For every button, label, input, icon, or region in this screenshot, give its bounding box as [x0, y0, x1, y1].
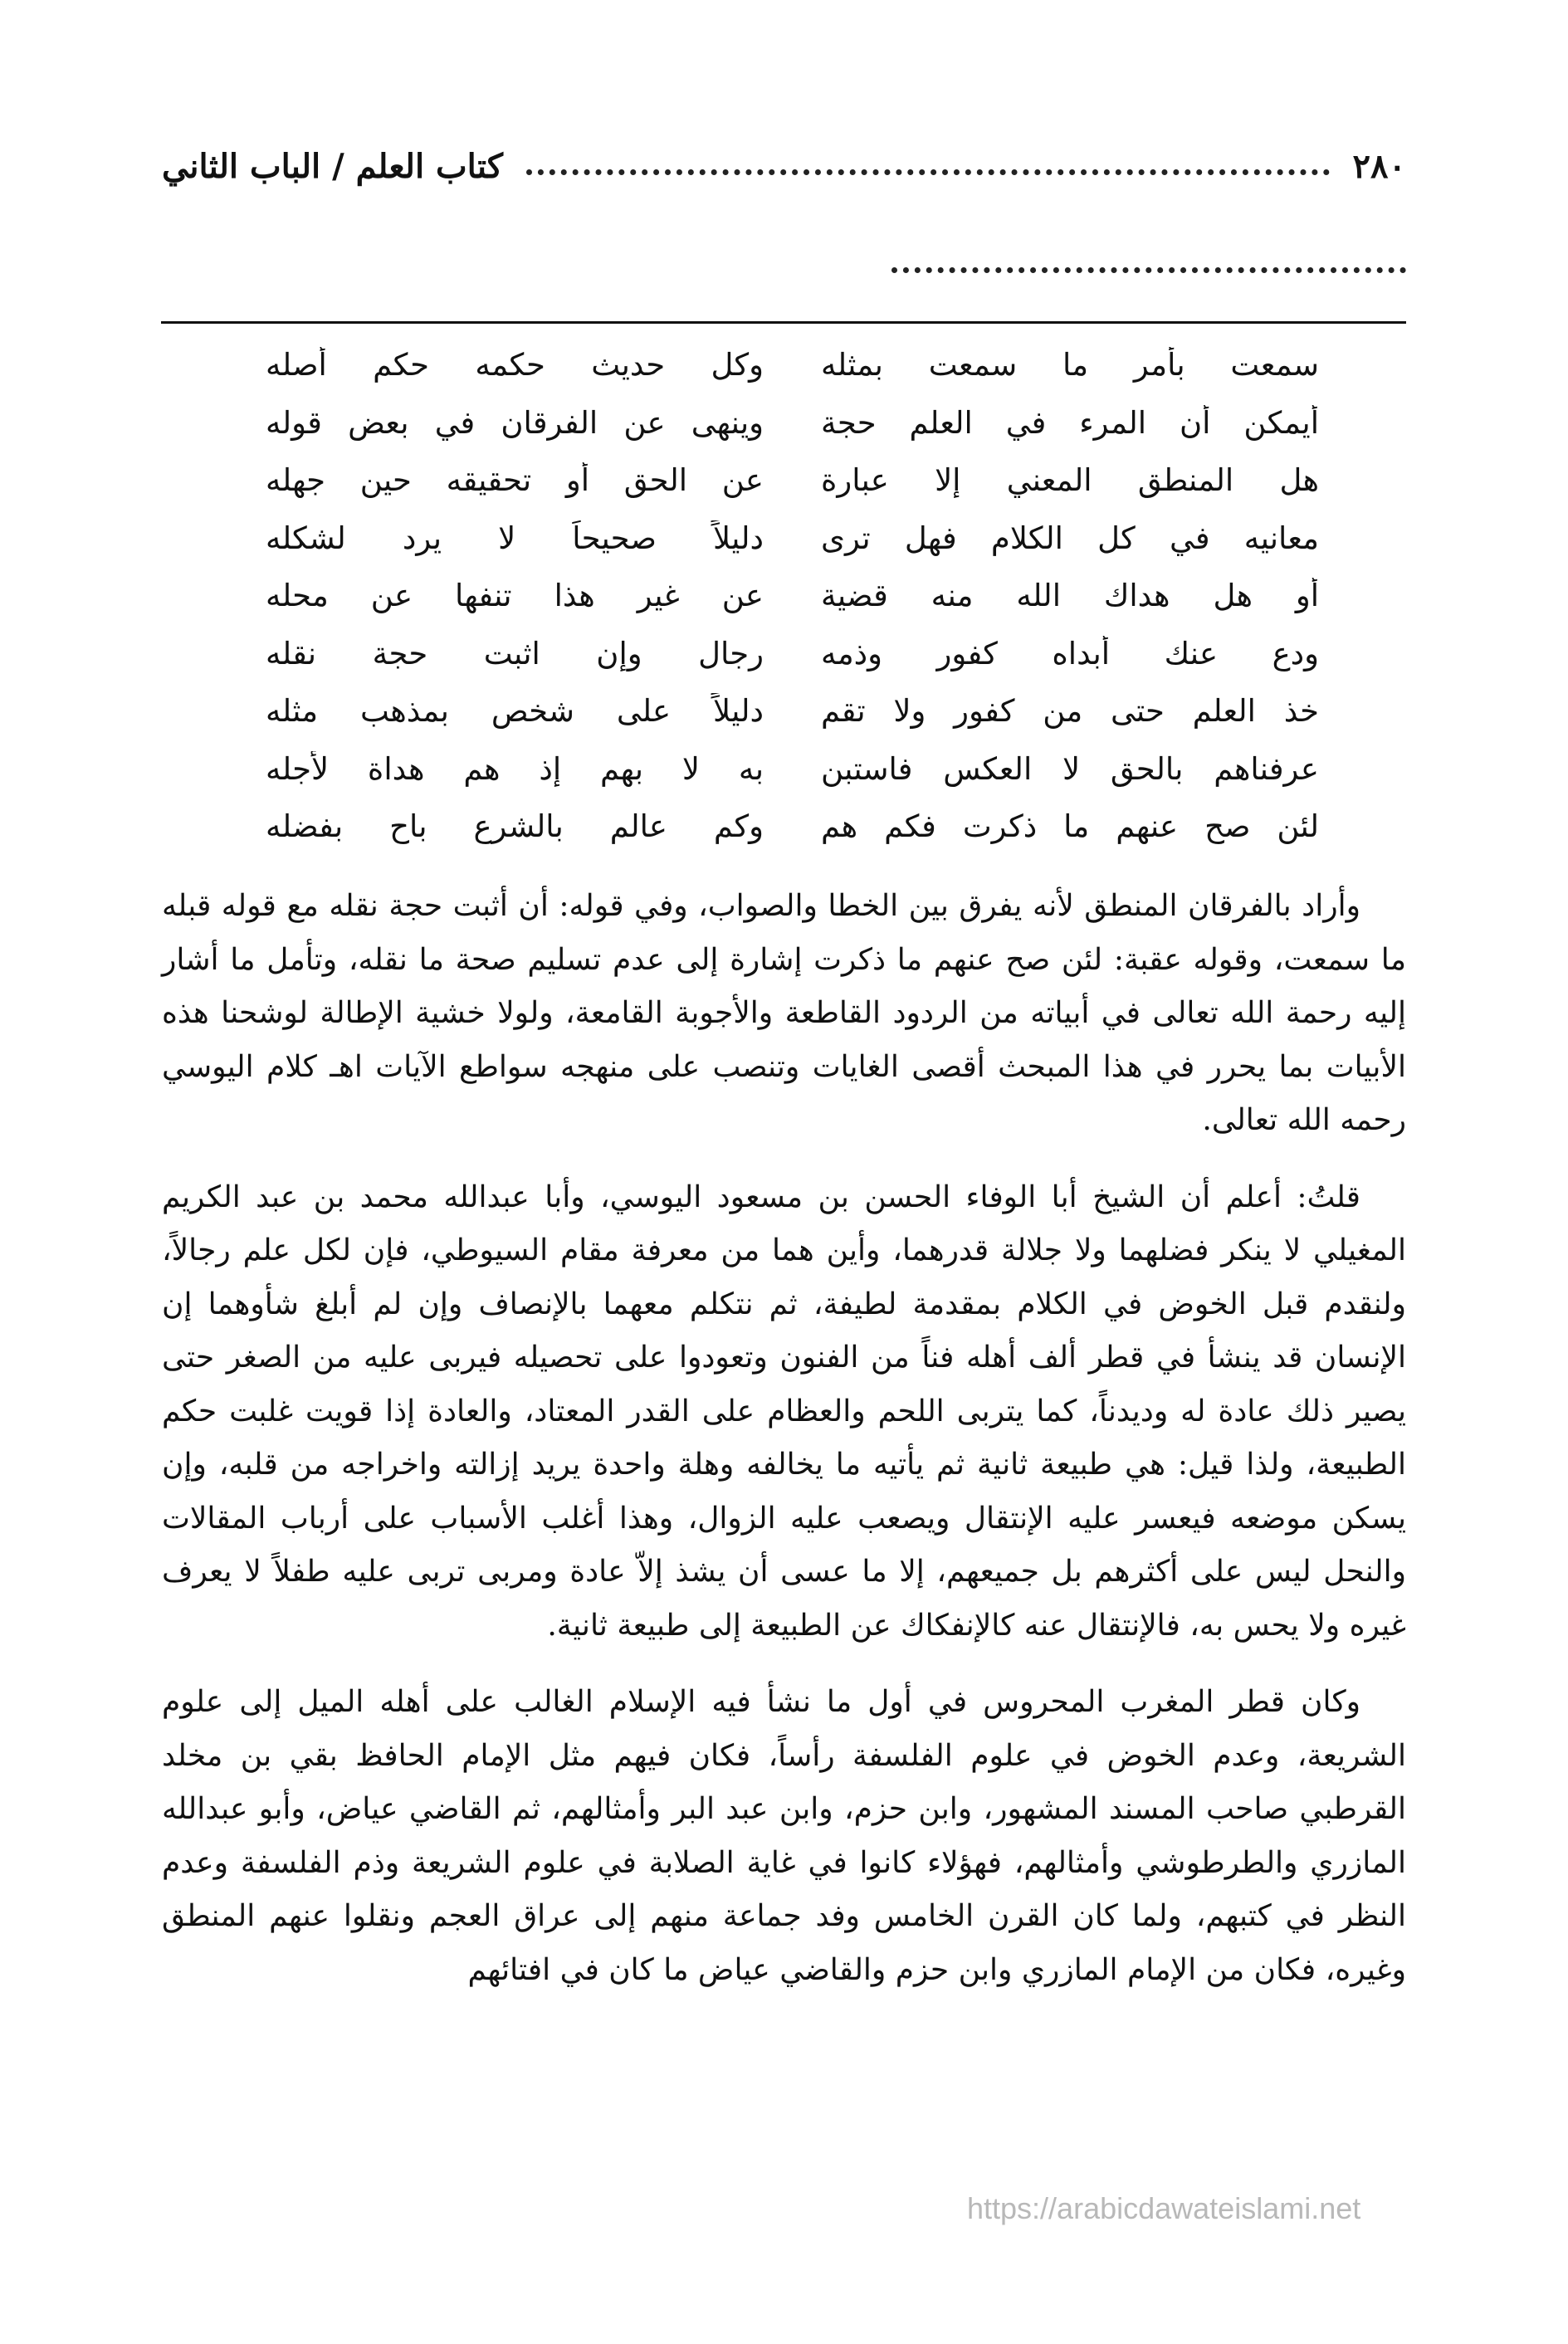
verse-second-half: دليلاً صحيحاً لا يرد لشكله	[266, 520, 764, 556]
body-text	[162, 880, 1406, 1997]
verse-first-half: معانيه في كل الكلام فهل ترى	[821, 520, 1319, 556]
verse-second-half: عن الحق أو تحقيقه حين جهله	[266, 462, 764, 499]
poem-verse	[266, 798, 1319, 856]
poem	[266, 336, 1319, 856]
poem-verse	[266, 740, 1319, 798]
verse-second-half: وكل حديث حكمه حكم أصله	[266, 347, 764, 383]
poem-verse	[266, 567, 1319, 625]
poem-verse	[266, 625, 1319, 683]
paragraph	[162, 880, 1406, 1148]
verse-first-half: أو هل هداك الله منه قضية	[821, 578, 1319, 614]
paragraph	[162, 1676, 1406, 1997]
verse-second-half: به لا بهم إذ هم هداة لأجله	[266, 750, 764, 787]
verse-first-half: عرفناهم بالحق لا العكس فاستبن	[821, 750, 1319, 787]
header-dotted-leader	[526, 169, 1330, 175]
running-head	[162, 141, 1406, 191]
dotted-separator	[891, 267, 1406, 273]
verse-first-half: سمعت بأمر ما سمعت بمثله	[821, 347, 1319, 383]
poem-verse	[266, 682, 1319, 740]
paragraph-text: قلتُ: أعلم أن الشيخ أبا الوفاء الحسن بن مسعود اليوسي، وأبا عبدالله محمد بن عبد الكريم المغيلي لا ينكر فضلهما ولا جلالة قدرهما، وأين هما من معرفة مقام السيوطي، فإن لكل علم رجالاً، ولنقدم قبل الخوض في الكلام بمقدمة لطيفة، ثم نتكلم معهما بالإنصاف وإن لم أبلغ شأوهما إن الإنسان قد ينشأ في قطر ألف أهله فناً من الفنون وتعودوا على تحصيله فيربى عليه من الصغر حتى يصير ذلك عادة له وديدناً، كما يتربى اللحم والعظام على القدر المعتاد، والعادة إذا قويت غلبت حكم الطبيعة، ولذا قيل: هي طبيعة ثانية ثم يأتيه ما يخالفه وهلة واحدة يريد إزالته واخراجه من قلبه، وإن يسكن موضعه فيعسر عليه الإنتقال ويصعب عليه الزوال، وهذا أغلب الأسباب على أرباب المقالات والنحل ليس على أكثرهم بل جميعهم، إلا ما عسى أن يشذ إلاّ عادة ومربى تربى عليه طفلاً لا يعرف غيره ولا يحس به، فالإنتقال عنه كالإنفكاك عن الطبيعة إلى طبيعة ثانية.	[162, 1179, 1407, 1643]
paragraph-text: وكان قطر المغرب المحروس في أول ما نشأ فيه الإسلام الغالب على أهله الميل إلى علوم الشريعة، وعدم الخوض في علوم الفلسفة رأساً، فكان فيهم مثل الإمام الحافظ بقي بن مخلد القرطبي صاحب المسند المشهور، وابن حزم، وابن عبد البر وأمثالهم، ثم القاضي عياض، وأبو عبدالله المازري والطرطوشي وأمثالهم، فهؤلاء كانوا في غاية الصلابة في علوم الشريعة وذم الفلسفة وعدم النظر في كتبهم، ولما كان القرن الخامس وفد جماعة منهم إلى عراق العجم ونقلوا عنهم المنطق وغيره، فكان من الإمام المازري وابن حزم والقاضي عياض ما كان في افتائهم	[162, 1685, 1406, 1987]
verse-first-half: أيمكن أن المرء في العلم حجة	[821, 404, 1319, 441]
poem-verse	[266, 336, 1319, 394]
paragraph	[162, 1171, 1406, 1653]
verse-first-half: ودع عنك أبداه كفور وذمه	[821, 635, 1319, 671]
verse-first-half: خذ العلم حتى من كفور ولا تقم	[821, 693, 1319, 730]
verse-second-half: عن غير هذا تنفها عن محله	[266, 578, 764, 614]
paragraph-text: وأراد بالفرقان المنطق لأنه يفرق بين الخطا والصواب، وفي قوله: أن أثبت حجة نقله مع قوله قبله ما سمعت، وقوله عقبة: لئن صح عنهم ما ذكرت إشارة إلى عدم تسليم صحة ما نقله، وتأمل ما أشار إليه رحمة الله تعالى في أبياته من الردود القاطعة والأجوبة القامعة، ولولا خشية الإطالة لوشحنا هذه الأبيات بما يحرر في هذا المبحث أقصى الغايات وتنصب على منهجه سواطع الآيات اهـ كلام اليوسي رحمه الله تعالى.	[162, 889, 1406, 1137]
horizontal-rule	[161, 321, 1406, 324]
verse-second-half: دليلاً على شخص بمذهب مثله	[266, 693, 764, 730]
watermark-url: https://arabicdawateislami.net	[967, 2191, 1361, 2225]
verse-first-half: لئن صح عنهم ما ذكرت فكم هم	[821, 808, 1319, 845]
chapter-title: كتاب العلم / الباب الثاني	[162, 146, 503, 186]
verse-second-half: وكم عالم بالشرع باح بفضله	[266, 808, 764, 845]
poem-verse	[266, 510, 1319, 568]
verse-second-half: رجال وإن اثبت حجة نقله	[266, 635, 764, 671]
verse-first-half: هل المنطق المعني إلا عبارة	[821, 462, 1319, 499]
poem-verse	[266, 452, 1319, 510]
poem-verse	[266, 394, 1319, 452]
page-number: ٢٨٠	[1352, 146, 1406, 186]
verse-second-half: وينهى عن الفرقان في بعض قوله	[266, 404, 764, 441]
